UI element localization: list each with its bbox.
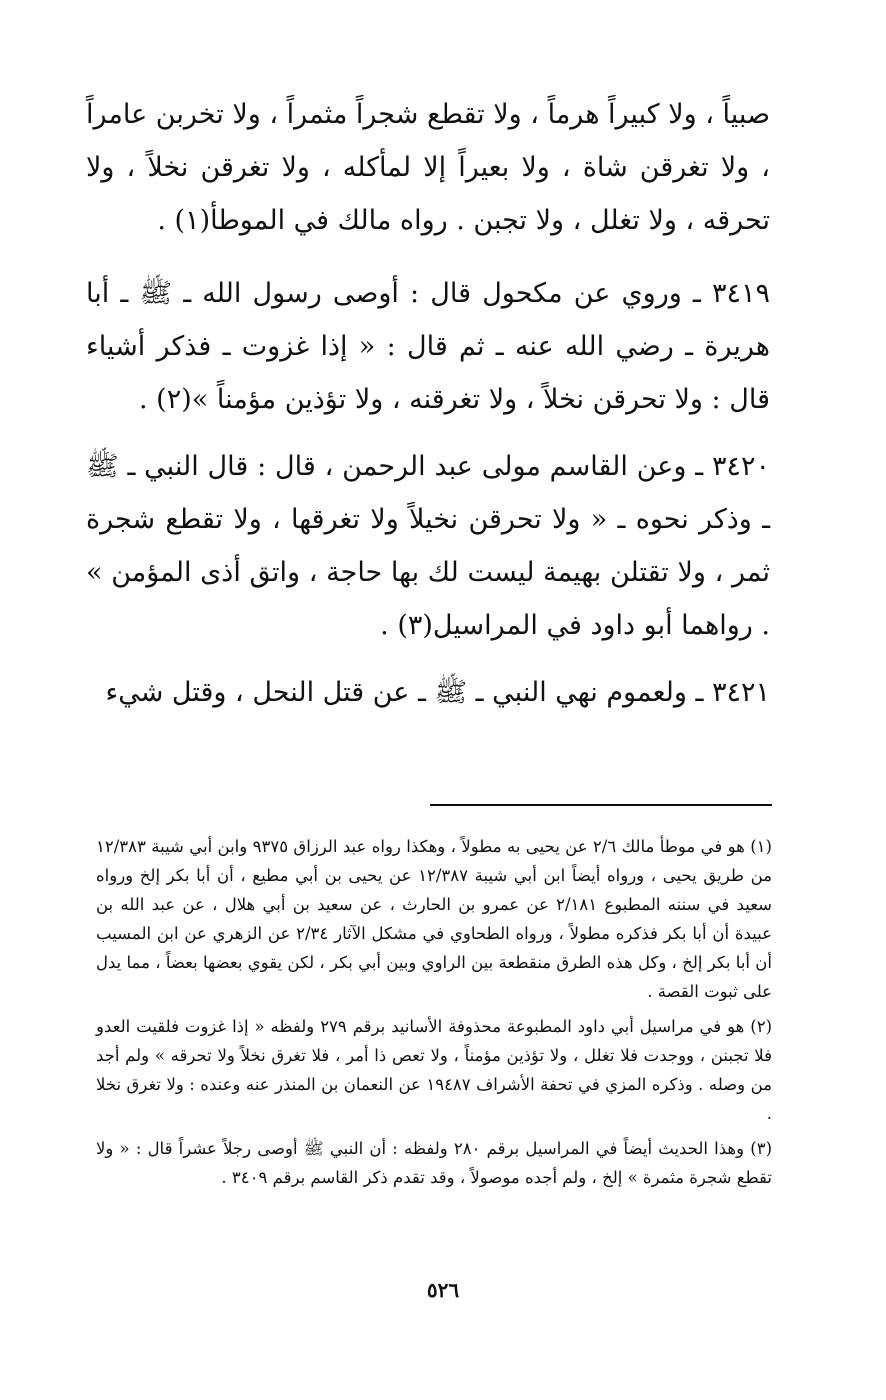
- footnote-1: (١) هو في موطأ مالك ٢/٦ عن يحيى به مطولاً ، وهكذا رواه عبد الرزاق ٩٣٧٥ وابن أبي شيبة ١٢/٣٨٣ من طريق يحيى ، ورواه أيضاً ابن أبي شيبة ١٢/٣٨٧ عن يحيى بن أبي مطيع ، أن أبا بكر إلخ ورواه سعيد في سننه المطبوع ٢/١٨١ عن عمرو بن الحارث ، عن سعيد بن أبي هلال ، عن عبد الله بن عبيدة أن أبا بكر فذكره مطولاً ، ورواه الطحاوي في مشكل الآثار ٢/٣٤ عن الزهري عن ابن المسيب أن أبا بكر إلخ ، وكل هذه الطرق منقطعة بين الراوي وبين أبي بكر ، لكن يقوي بعضها بعضاً ، مما يدل على ثبوت القصة .: [96, 837, 772, 1001]
- footnotes: [96, 832, 772, 1198]
- main-text: [86, 88, 770, 733]
- footnote-2: (٢) هو في مراسيل أبي داود المطبوعة محذوفة الأسانيد برقم ٢٧٩ ولفظه « إذا غزوت فلقيت العدو فلا تجبنن ، ووجدت فلا تغلل ، ولا تؤذين مؤمناً ، ولا تعص ذا أمر ، فلا تغرق نخلاً ولا تحرقه » ولم أجد من وصله . وذكره المزي في تحفة الأشراف ١٩٤٨٧ عن النعمان بن المنذر عنه وعنده : ولا تغرق نخلا .: [96, 1017, 772, 1123]
- hadith-3421: ٣٤٢١ ـ ولعموم نهي النبي ـ ﷺ ـ عن قتل النحل ، وقتل شيء: [105, 677, 770, 708]
- footnote-divider: [430, 804, 772, 806]
- hadith-3420: ٣٤٢٠ ـ وعن القاسم مولى عبد الرحمن ، قال : قال النبي ـ ﷺ ـ وذكر نحوه ـ « ولا تحرقن نخيلاً ولا تغرقها ، ولا تقطع شجرة ثمر ، ولا تقتلن بهيمة ليست لك بها حاجة ، واتق أذى المؤمن » . رواهما أبو داود في المراسيل(٣) .: [86, 451, 770, 641]
- paragraph-continuation: صبياً ، ولا كبيراً هرماً ، ولا تقطع شجراً مثمراً ، ولا تخربن عامراً ، ولا تغرقن شاة ، ولا بعيراً إلا لمأكله ، ولا تغرقن نخلاً ، ولا تحرقه ، ولا تغلل ، ولا تجبن . رواه مالك في الموطأ(١) .: [86, 99, 770, 236]
- page-number: ٥٢٦: [426, 1278, 460, 1302]
- footnote-3: (٣) وهذا الحديث أيضاً في المراسيل برقم ٢٨٠ ولفظه : أن النبي ﷺ أوصى رجلاً عشراً قال : « ولا تقطع شجرة مثمرة » إلخ ، ولم أجده موصولاً ، وقد تقدم ذكر القاسم برقم ٣٤٠٩ .: [96, 1139, 772, 1187]
- hadith-3419: ٣٤١٩ ـ وروي عن مكحول قال : أوصى رسول الله ـ ﷺ ـ أبا هريرة ـ رضي الله عنه ـ ثم قال : « إذا غزوت ـ فذكر أشياء قال : ولا تحرقن نخلاً ، ولا تغرقنه ، ولا تؤذين مؤمناً »(٢) .: [86, 278, 770, 415]
